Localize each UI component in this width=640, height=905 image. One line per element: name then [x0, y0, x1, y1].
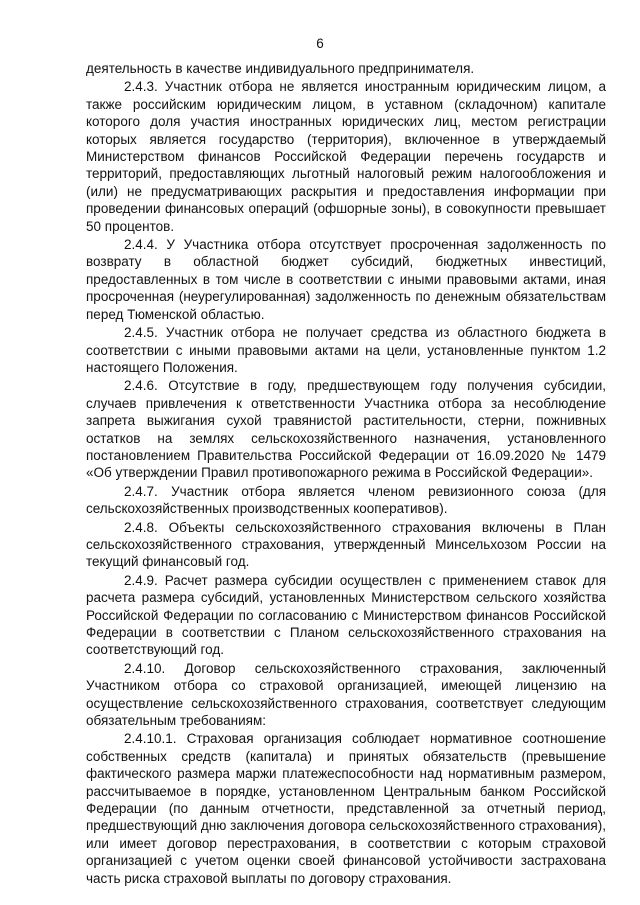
paragraph-2-4-7: 2.4.7. Участник отбора является членом ревизионного союза (для сельскохозяйственных производственных кооперативов).: [86, 483, 606, 517]
paragraph-2-4-9: 2.4.9. Расчет размера субсидии осуществлен с применением ставок для расчета размера субсидий, установленных Министерством сельского хозяйства Российской Федерации по согласованию с Министерством финансов Российской Федерации в соответствии с Планом сельскохозяйственного страхования на соответствующий год.: [86, 572, 606, 658]
paragraph-2-4-4: 2.4.4. У Участника отбора отсутствует просроченная задолженность по возврату в областной бюджет субсидий, бюджетных инвестиций, предоставленных в том числе в соответствии с иными правовыми актами, иная просроченная (неурегулированная) задолженность по денежным обязательствам перед Тюменской областью.: [86, 237, 606, 322]
paragraph-2-4-8: 2.4.8. Объекты сельскохозяйственного страхования включены в План сельскохозяйственного страхования, утвержденный Минсельхозом России на текущий финансовый год.: [86, 519, 606, 570]
paragraph-2-4-10-1: 2.4.10.1. Страховая организация соблюдает нормативное соотношение собственных средств (капитала) и принятых обязательств (превышение фактического размера маржи платежеспособности над нормативным размером, рассчитываемое в порядке, установленном Центральным банком Российской Федерации (по данным отчетности, представленной за отчетный период, предшествующий дню заключения договора сельскохозяйственного страхования), или имеет договор перестрахования, в соответствии с которым страховой организацией с учетом оценки своей финансовой устойчивости застрахована часть риска страховой выплаты по договору страхования.: [86, 731, 606, 886]
paragraph-2-4-3: 2.4.3. Участник отбора не является иностранным юридическим лицом, а также российским юридическим лицом, в уставном (складочном) капитале которого доля участия иностранных юридических лиц, местом регистрации которых является государство (территория), включенное в утверждаемый Министерством финансов Российской Федерации перечень государств и территорий, предоставляющих льготный налоговый режим налогообложения и (или) не предусматривающих раскрытия и предоставления информации при проведении финансовых операций (офшорные зоны), в совокупности превышает 50 процентов.: [86, 79, 606, 234]
page-number: 6: [316, 36, 324, 51]
paragraph-2-4-5: 2.4.5. Участник отбора не получает средства из областного бюджета в соответствии с иными правовыми актами на цели, установленные пунктом 1.2 настоящего Положения.: [86, 325, 606, 375]
paragraph-2-4-10: 2.4.10. Договор сельскохозяйственного страхования, заключенный Участником отбора со страховой организацией, имеющей лицензию на осуществление сельскохозяйственного страхования, соответствует следующим обязательным требованиям:: [86, 660, 606, 729]
document-body: [86, 60, 606, 888]
paragraph-continuation: деятельность в качестве индивидуального предпринимателя.: [86, 61, 475, 76]
paragraph-2-4-6: 2.4.6. Отсутствие в году, предшествующем году получения субсидии, случаев привлечения к ответственности Участника отбора за несоблюдение запрета выжигания сухой травянистой растительности, стерни, пожнивных остатков на землях сельскохозяйственного назначения, установленного постановлением Правительства Российской Федерации от 16.09.2020 № 1479 «Об утверждении Правил противопожарного режима в Российской Федерации».: [86, 378, 606, 481]
